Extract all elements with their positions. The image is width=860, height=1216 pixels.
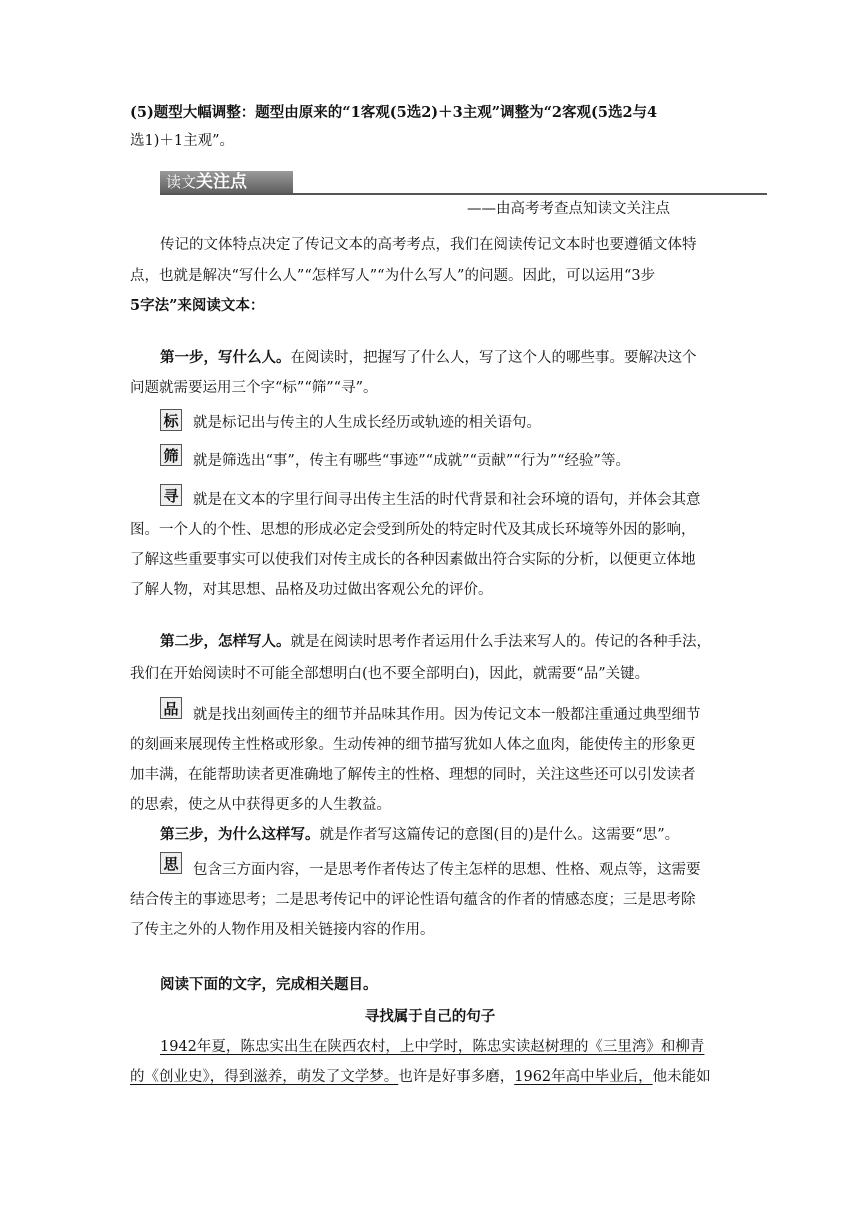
passage-line-1: 1942年夏，陈忠实出生在陕西农村，上中学时，陈忠实读赵树理的《三里湾》和柳青 [160,1039,705,1055]
passage-line-2-date: 1962年高中毕业后， [514,1069,653,1085]
intro-text-1: (5)题型大幅调整：题型由原来的“1客观(5选2)＋3主观”调整为“2客观(5选2与4 [130,104,658,121]
si-line-2: 结合传主的事迹思考；二是思考传记中的评论性语句蕴含的作者的情感态度；三是思考除 [130,892,696,908]
step2-rest: 就是在阅读时思考作者运用什么手法来写人的。传记的各种手法， [290,634,711,650]
xun-line-4: 了解人物，对其思想、品格及功过做出客观公允的评价。 [130,582,493,598]
intro-text-2: 选1)＋1主观”。 [130,133,235,149]
passage-title: 寻找属于自己的句子 [364,1008,496,1025]
section-subtitle: ——由高考考查点知读文关注点 [467,201,670,217]
pin-line-3: 加丰满，在能帮助读者更准确地了解传主的性格、理想的同时，关注这些还可以引发读者 [130,767,696,783]
step1-rest: 在阅读时，把握写了什么人，写了这个人的哪些事。要解决这个 [290,350,697,366]
xun-line-2: 图。一个人的个性、思想的形成必定会受到所处的特定时代及其成长环境等外因的影响， [130,522,696,538]
intro-line-2 [130,131,234,151]
passage-line-2-underlined: 的《创业史》，得到滋养，萌发了文学梦。 [130,1069,399,1085]
step2-line-1 [160,632,711,652]
biao-char-icon: 标 [160,409,182,431]
step3-line [160,825,679,845]
pin-char-icon: 品 [160,697,182,719]
passage-line-2 [130,1067,711,1087]
biao-text: 就是标记出与传主的人生成长经历或轨迹的相关语句。 [193,415,541,431]
pin-line-4: 的思索，使之从中获得更多的人生教益。 [130,797,391,813]
intro-line-1 [130,103,657,123]
passage-line-2-end: 他未能如 [652,1069,711,1085]
step2-lead: 第二步，怎样写人。 [160,633,291,650]
shai-char-icon: 筛 [160,444,182,466]
section-rule [160,193,767,195]
xun-line-3: 了解这些重要事实可以使我们对传主成长的各种因素做出符合实际的分析，以便更立体地 [130,552,696,568]
step2-line-2: 我们在开始阅读时不可能全部想明白(也不要全部明白)，因此，就需要“品”关键。 [130,666,650,682]
pin-line-1: 就是找出刻画传主的细节并品味其作用。因为传记文本一般都注重通过典型细节 [193,707,701,723]
para1-line-3: 5字法”来阅读文本： [130,297,265,314]
section-tag [160,171,293,193]
section-tag-light: 读文 [166,173,197,191]
xun-char-icon: 寻 [160,484,182,506]
si-char-icon: 思 [160,852,182,874]
section-header [160,171,767,195]
para1-line-1: 传记的文体特点决定了传记文本的高考考点，我们在阅读传记文本时也要遵循文体特 [160,237,697,253]
si-line-1: 包含三方面内容，一是思考作者传达了传主怎样的思想、性格、观点等，这需要 [193,862,701,878]
step3-lead: 第三步，为什么这样写。 [160,826,320,843]
passage-line-2-plain: 也许是好事多磨， [398,1069,515,1085]
step1-line-1 [160,348,697,368]
shai-text: 就是筛选出“事”，传主有哪些“事迹”“成就”“贡献”“行为”“经验”等。 [193,453,630,469]
para1-line-2: 点，也就是解决“写什么人”“怎样写人”“为什么写人”的问题。因此，可以运用“3步 [130,268,656,284]
pin-line-2: 的刻画来展现传主性格或形象。生动传神的细节描写犹如人体之血肉，能使传主的形象更 [130,737,696,753]
xun-line-1: 就是在文本的字里行间寻出传主生活的时代背景和社会环境的语句，并体会其意 [193,492,701,508]
si-line-3: 了传主之外的人物作用及相关链接内容的作用。 [130,922,435,938]
section-tag-strong: 关注点 [196,172,248,192]
reading-instruction: 阅读下面的文字，完成相关题目。 [160,976,378,993]
step3-rest: 就是作者写这篇传记的意图(目的)是什么。这需要“思”。 [319,827,680,843]
step1-line-2: 问题就需要运用三个字“标”“筛”“寻”。 [130,380,378,396]
step1-lead: 第一步，写什么人。 [160,349,291,366]
